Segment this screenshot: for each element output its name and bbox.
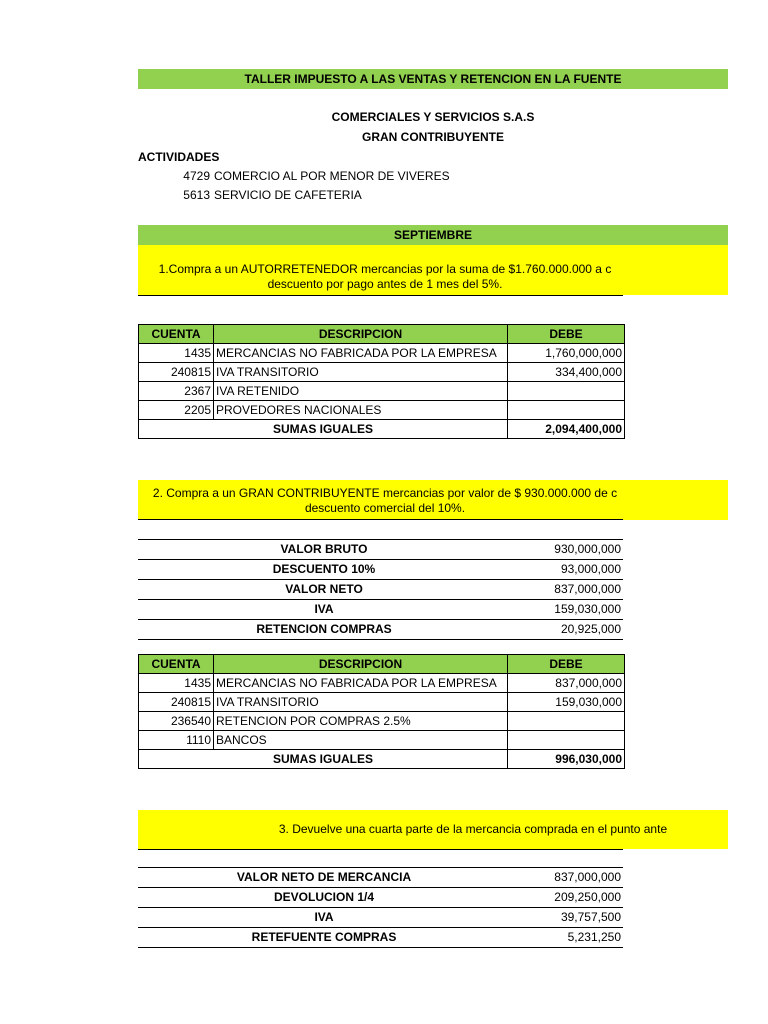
taxpayer-type: GRAN CONTRIBUYENTE — [361, 130, 504, 144]
summary-label: IVA — [138, 600, 510, 620]
table-header-row — [139, 325, 625, 344]
descripcion-cell: IVA RETENIDO — [214, 382, 508, 401]
divider — [138, 295, 623, 296]
debe-cell — [508, 731, 625, 750]
table-row — [139, 674, 625, 693]
cuenta-cell: 240815 — [139, 693, 214, 712]
summary-table-3 — [138, 867, 623, 948]
summary-row — [138, 560, 623, 580]
header-debe: DEBE — [508, 325, 625, 344]
company-name: COMERCIALES Y SERVICIOS S.A.S — [331, 110, 535, 124]
cuenta-cell: 2205 — [139, 401, 214, 420]
question-2-box — [138, 480, 728, 520]
cuenta-cell: 236540 — [139, 712, 214, 731]
header-descripcion: DESCRIPCION — [214, 655, 508, 674]
summary-row — [138, 580, 623, 600]
summary-value: 837,000,000 — [510, 868, 623, 888]
question-1-line1: 1.Compra a un AUTORRETENEDOR mercancias por la suma de $1.760.000.000 a c — [158, 262, 612, 276]
summary-value: 930,000,000 — [510, 540, 623, 560]
table-row — [139, 693, 625, 712]
header-descripcion: DESCRIPCION — [214, 325, 508, 344]
table-row — [139, 382, 625, 401]
total-label: SUMAS IGUALES — [139, 420, 508, 439]
total-row — [139, 420, 625, 439]
page-title: TALLER IMPUESTO A LAS VENTAS Y RETENCION EN LA FUENTE — [244, 72, 622, 86]
summary-label: VALOR BRUTO — [138, 540, 510, 560]
cuenta-cell: 2367 — [139, 382, 214, 401]
summary-label: RETEFUENTE COMPRAS — [138, 928, 510, 948]
summary-label: VALOR NETO DE MERCANCIA — [138, 868, 510, 888]
summary-label: IVA — [138, 908, 510, 928]
table-header-row — [139, 655, 625, 674]
debe-cell — [508, 712, 625, 731]
summary-value: 837,000,000 — [510, 580, 623, 600]
cuenta-cell: 1110 — [139, 731, 214, 750]
question-3-line1: 3. Devuelve una cuarta parte de la mercancia comprada en el punto ante — [278, 822, 668, 836]
debe-cell — [508, 382, 625, 401]
summary-value: 5,231,250 — [510, 928, 623, 948]
summary-row — [138, 540, 623, 560]
table-row — [139, 712, 625, 731]
divider — [138, 849, 623, 850]
question-2-line2: descuento comercial del 10%. — [304, 501, 466, 515]
activities-label: ACTIVIDADES — [138, 150, 220, 164]
debe-cell: 1,760,000,000 — [508, 344, 625, 363]
descripcion-cell: RETENCION POR COMPRAS 2.5% — [214, 712, 508, 731]
summary-value: 39,757,500 — [510, 908, 623, 928]
title-bar — [138, 69, 728, 89]
summary-value: 209,250,000 — [510, 888, 623, 908]
question-1-box — [138, 245, 728, 295]
summary-value: 159,030,000 — [510, 600, 623, 620]
question-2-line1: 2. Compra a un GRAN CONTRIBUYENTE mercancias por valor de $ 930.000.000 de c — [152, 486, 618, 500]
total-value: 996,030,000 — [508, 750, 625, 769]
summary-value: 20,925,000 — [510, 620, 623, 640]
summary-row — [138, 868, 623, 888]
table-row — [139, 731, 625, 750]
descripcion-cell: IVA TRANSITORIO — [214, 363, 508, 382]
debe-cell: 837,000,000 — [508, 674, 625, 693]
header-cuenta: CUENTA — [139, 325, 214, 344]
month-label: SEPTIEMBRE — [393, 228, 472, 242]
total-value: 2,094,400,000 — [508, 420, 625, 439]
debe-cell: 334,400,000 — [508, 363, 625, 382]
summary-value: 93,000,000 — [510, 560, 623, 580]
table-row — [139, 363, 625, 382]
question-3-box — [138, 810, 728, 849]
activity-desc: COMERCIO AL POR MENOR DE VIVERES — [214, 169, 450, 183]
total-label: SUMAS IGUALES — [139, 750, 508, 769]
cuenta-cell: 1435 — [139, 344, 214, 363]
cuenta-cell: 1435 — [139, 674, 214, 693]
summary-label: DEVOLUCION 1/4 — [138, 888, 510, 908]
table-row — [139, 401, 625, 420]
header-debe: DEBE — [508, 655, 625, 674]
journal-table-1 — [138, 324, 625, 439]
debe-cell — [508, 401, 625, 420]
summary-row — [138, 888, 623, 908]
header-cuenta: CUENTA — [139, 655, 214, 674]
journal-table-2 — [138, 654, 625, 769]
total-row — [139, 750, 625, 769]
question-1-line2: descuento por pago antes de 1 mes del 5%. — [267, 277, 503, 291]
divider — [138, 519, 623, 520]
summary-label: RETENCION COMPRAS — [138, 620, 510, 640]
descripcion-cell: PROVEDORES NACIONALES — [214, 401, 508, 420]
summary-row — [138, 620, 623, 640]
descripcion-cell: MERCANCIAS NO FABRICADA POR LA EMPRESA — [214, 674, 508, 693]
debe-cell: 159,030,000 — [508, 693, 625, 712]
table-row — [139, 344, 625, 363]
activity-desc: SERVICIO DE CAFETERIA — [214, 188, 362, 202]
descripcion-cell: IVA TRANSITORIO — [214, 693, 508, 712]
activity-code: 5613 — [183, 188, 210, 202]
summary-table-2 — [138, 539, 623, 640]
activity-code: 4729 — [183, 169, 210, 183]
month-bar — [138, 225, 728, 245]
summary-row — [138, 928, 623, 948]
summary-row — [138, 908, 623, 928]
summary-label: VALOR NETO — [138, 580, 510, 600]
summary-row — [138, 600, 623, 620]
summary-label: DESCUENTO 10% — [138, 560, 510, 580]
descripcion-cell: MERCANCIAS NO FABRICADA POR LA EMPRESA — [214, 344, 508, 363]
cuenta-cell: 240815 — [139, 363, 214, 382]
descripcion-cell: BANCOS — [214, 731, 508, 750]
